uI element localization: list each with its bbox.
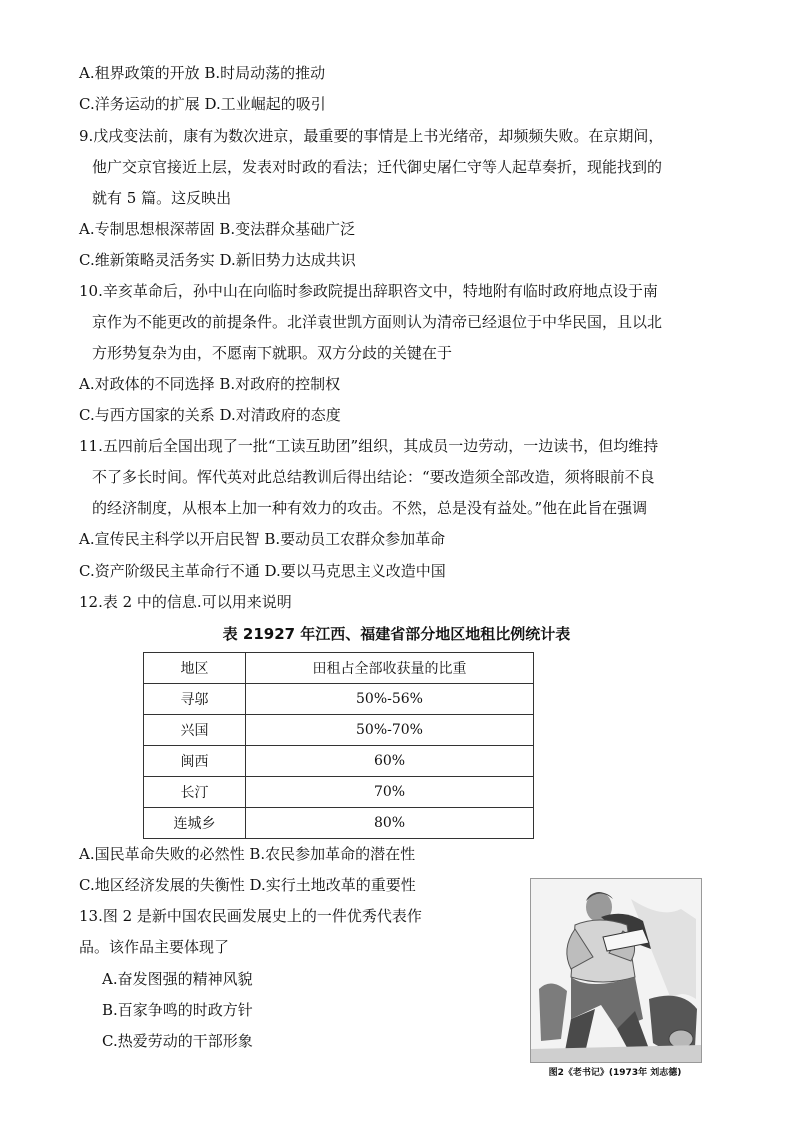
q13-option-b: B.百家争鸣的时政方针 <box>102 1001 253 1019</box>
q9-option-ab: A.专制思想根深蒂固 B.变法群众基础广泛 <box>79 220 356 238</box>
table-row <box>144 715 534 746</box>
q9-stem-line-3: 就有 5 篇。这反映出 <box>92 189 232 207</box>
q10-stem-line-1: 10.辛亥革命后，孙中山在向临时参政院提出辞职咨文中，特地附有临时政府地点设于南 <box>79 282 658 300</box>
table-row <box>144 746 534 777</box>
q12-option-ab: A.国民革命失败的必然性 B.农民参加革命的潜在性 <box>79 845 416 863</box>
q13-option-a: A.奋发图强的精神风貌 <box>102 970 253 988</box>
table-cell-ratio: 50%-56% <box>246 684 534 715</box>
q13-stem-line-1: 13.图 2 是新中国农民画发展史上的一件优秀代表作 <box>79 907 422 925</box>
table-cell-ratio: 80% <box>246 808 534 839</box>
q9-stem-line-2: 他广交京官接近上层，发表对时政的看法；迁代御史屠仁守等人起草奏折，现能找到的 <box>92 158 663 176</box>
table-cell-region: 连城乡 <box>144 808 246 839</box>
q10-stem-line-3: 方形势复杂为由，不愿南下就职。双方分歧的关键在于 <box>92 344 453 362</box>
figure-caption: 图2《老书记》(1973年 刘志德) <box>548 1068 682 1078</box>
q8-option-ab: A.租界政策的开放 B.时局动荡的推动 <box>79 64 326 82</box>
rent-ratio-table <box>143 652 534 839</box>
q10-option-ab: A.对政体的不同选择 B.对政府的控制权 <box>79 375 341 393</box>
q12-option-cd: C.地区经济发展的失衡性 D.实行土地改革的重要性 <box>79 876 416 894</box>
table-row <box>144 808 534 839</box>
table-cell-region: 闽西 <box>144 746 246 777</box>
q9-option-cd: C.维新策略灵活务实 D.新旧势力达成共识 <box>79 251 356 269</box>
q11-stem-line-1: 11.五四前后全国出现了一批“工读互助团”组织，其成员一边劳动，一边读书，但均维持 <box>79 437 659 455</box>
table-cell-ratio: 60% <box>246 746 534 777</box>
table-caption: 表 21927 年江西、福建省部分地区地租比例统计表 <box>222 625 571 643</box>
table-cell-region: 寻邬 <box>144 684 246 715</box>
q10-stem-line-2: 京作为不能更改的前提条件。北洋袁世凯方面则认为清帝已经退位于中华民国，且以北 <box>92 313 663 331</box>
q11-stem-line-3: 的经济制度，从根本上加一种有效力的攻击。不然，总是没有益处。”他在此旨在强调 <box>92 499 648 517</box>
q8-option-cd: C.洋务运动的扩展 D.工业崛起的吸引 <box>79 95 326 113</box>
table-cell-ratio: 50%-70% <box>246 715 534 746</box>
table-header-region: 地区 <box>144 653 246 684</box>
table-header-row <box>144 653 534 684</box>
old-secretary-painting <box>531 879 701 1062</box>
q11-option-ab: A.宣传民主科学以开启民智 B.要动员工农群众参加革命 <box>79 530 446 548</box>
table-header-ratio: 田租占全部收获量的比重 <box>246 653 534 684</box>
q9-stem-line-1: 9.戊戌变法前，康有为数次进京，最重要的事情是上书光绪帝，却频频失败。在京期间， <box>79 127 664 145</box>
q13-stem-line-2: 品。该作品主要体现了 <box>79 938 230 956</box>
q12-stem: 12.表 2 中的信息.可以用来说明 <box>79 593 292 611</box>
q11-option-cd: C.资产阶级民主革命行不通 D.要以马克思主义改造中国 <box>79 562 446 580</box>
table-cell-region: 长汀 <box>144 777 246 808</box>
table-cell-ratio: 70% <box>246 777 534 808</box>
q10-option-cd: C.与西方国家的关系 D.对清政府的态度 <box>79 406 341 424</box>
table-cell-region: 兴国 <box>144 715 246 746</box>
table-row <box>144 777 534 808</box>
q13-option-c: C.热爱劳动的干部形象 <box>102 1032 253 1050</box>
q11-stem-line-2: 不了多长时间。恽代英对此总结教训后得出结论：“要改造须全部改造，须将眼前不良 <box>92 468 655 486</box>
table-row <box>144 684 534 715</box>
painting-illustration <box>530 878 702 1063</box>
